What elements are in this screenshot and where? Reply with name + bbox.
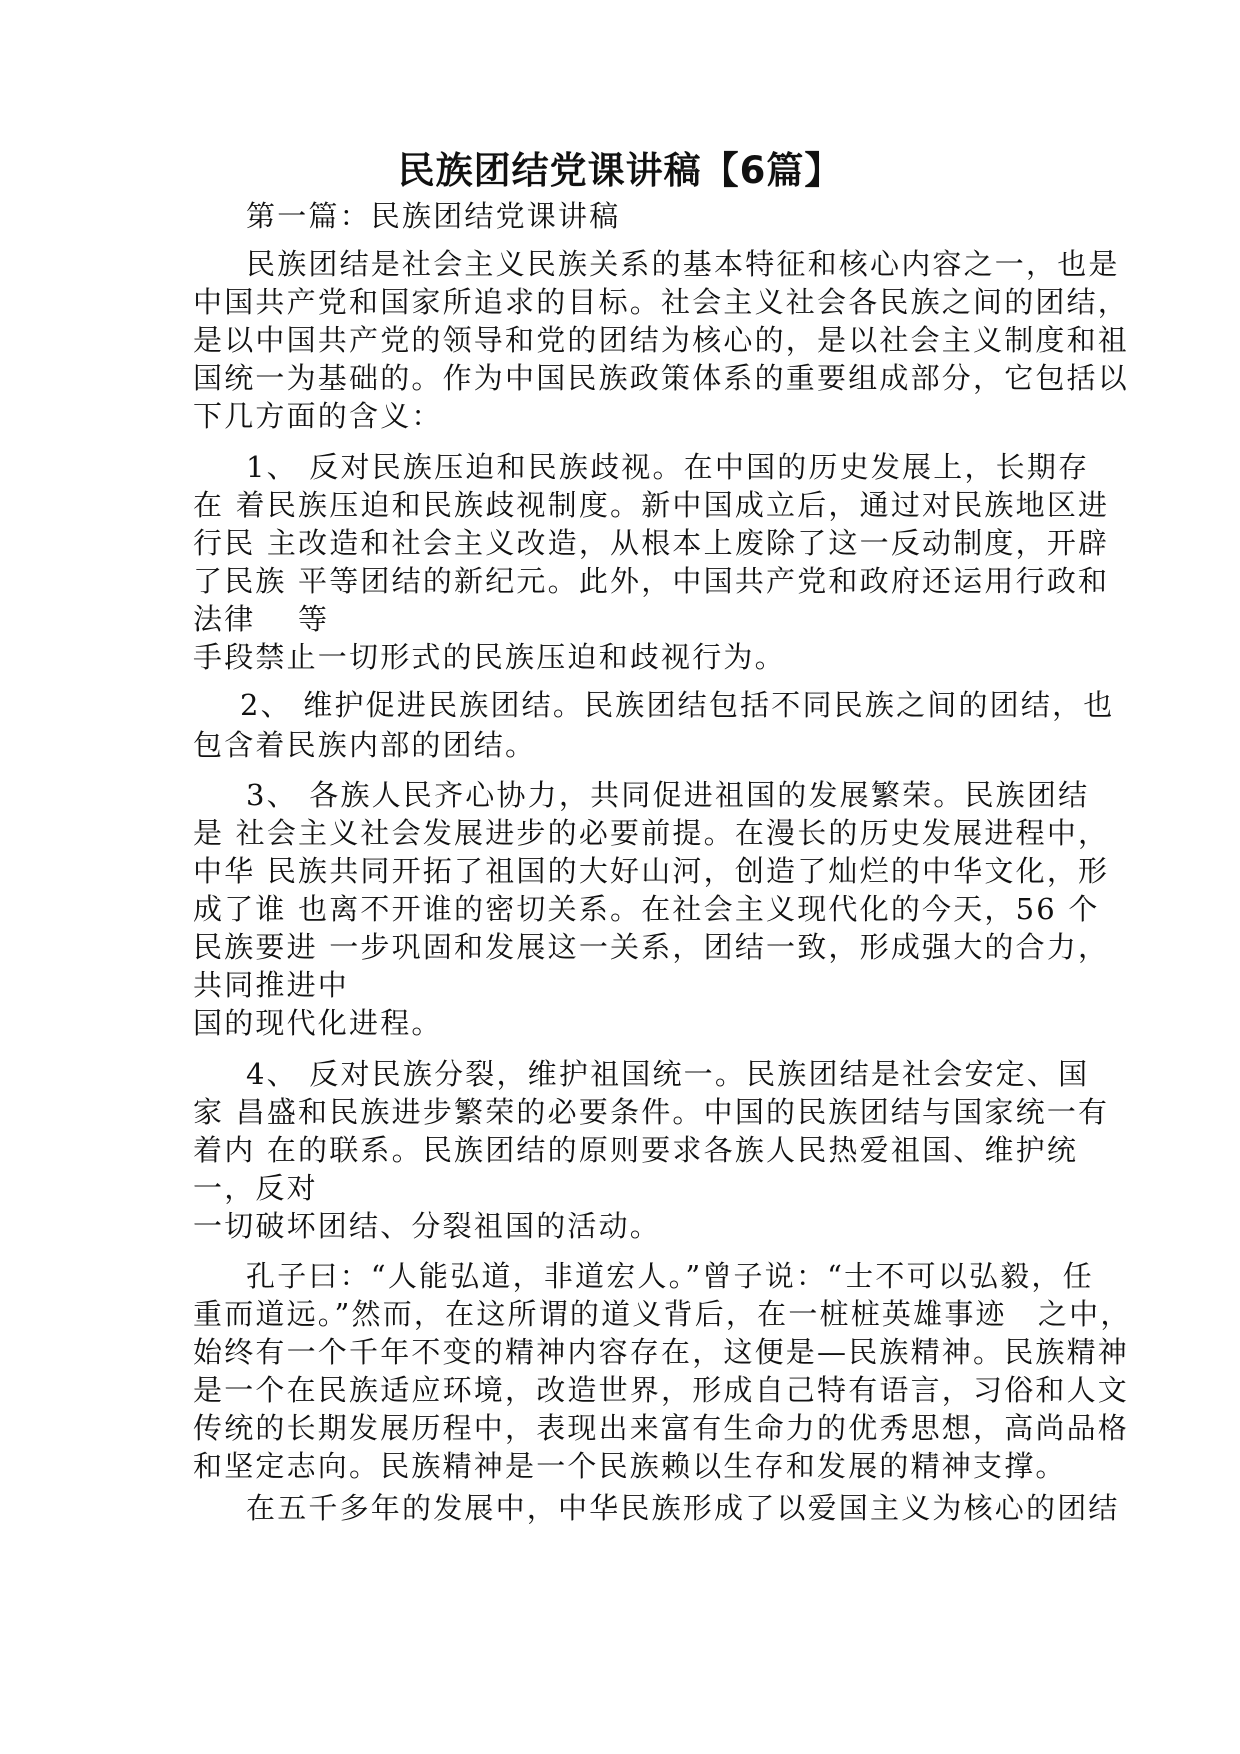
document-title: 民族团结党课讲稿【6篇】	[397, 149, 843, 192]
paragraph-line: 下几方面的含义：	[193, 399, 443, 433]
list-item-line: 手段禁止一切形式的民族压迫和歧视行为。	[193, 640, 786, 674]
list-item-line: 一，反对	[193, 1171, 318, 1205]
paragraph-line: 是一个在民族适应环境，改造世界，形成自己特有语言，习俗和人文	[193, 1373, 1130, 1407]
list-item-line: 国的现代化进程。	[193, 1006, 443, 1040]
paragraph-line: 重而道远。”然而，在这所谓的道义背后，在一桩桩英雄事迹 之中，	[193, 1297, 1132, 1331]
list-item-line: 民族要进 一步巩固和发展这一关系，团结一致，形成强大的合力，	[193, 930, 1110, 964]
list-item-line: 一切破坏团结、分裂祖国的活动。	[193, 1209, 662, 1243]
list-item-line: 共同推进中	[193, 968, 350, 1002]
paragraph-line: 民族团结是社会主义民族关系的基本特征和核心内容之一，也是	[246, 247, 1120, 281]
paragraph-line: 传统的长期发展历程中，表现出来富有生命力的优秀思想，高尚品格	[193, 1411, 1130, 1445]
list-item-line: 在 着民族压迫和民族歧视制度。新中国成立后，通过对民族地区进	[193, 488, 1110, 522]
paragraph-line: 是以中国共产党的领导和党的团结为核心的，是以社会主义制度和祖	[193, 323, 1130, 357]
list-item-line: 包含着民族内部的团结。	[193, 728, 537, 762]
list-item-line: 中华 民族共同开拓了祖国的大好山河，创造了灿烂的中华文化，形	[193, 854, 1110, 888]
list-item-line: 法律 等	[193, 602, 330, 636]
list-item-line: 行民 主改造和社会主义改造，从根本上废除了这一反动制度，开辟	[193, 526, 1110, 560]
section-heading: 第一篇：民族团结党课讲稿	[246, 199, 621, 233]
list-item-line: 1、 反对民族压迫和民族歧视。在中国的历史发展上，长期存	[246, 450, 1090, 484]
paragraph-line: 在五千多年的发展中，中华民族形成了以爱国主义为核心的团结	[246, 1491, 1120, 1525]
list-item-line: 3、 各族人民齐心协力，共同促进祖国的发展繁荣。民族团结	[246, 778, 1090, 812]
list-item-line: 4、 反对民族分裂，维护祖国统一。民族团结是社会安定、国	[246, 1057, 1090, 1091]
list-item-line: 家 昌盛和民族进步繁荣的必要条件。中国的民族团结与国家统一有	[193, 1095, 1110, 1129]
paragraph-line: 始终有一个千年不变的精神内容存在，这便是—民族精神。民族精神	[193, 1335, 1130, 1369]
list-item-line: 是 社会主义社会发展进步的必要前提。在漫长的历史发展进程中，	[193, 816, 1110, 850]
paragraph-line: 和坚定志向。民族精神是一个民族赖以生存和发展的精神支撑。	[193, 1449, 1067, 1483]
list-item-line: 了民族 平等团结的新纪元。此外，中国共产党和政府还运用行政和	[193, 564, 1110, 598]
paragraph-line: 国统一为基础的。作为中国民族政策体系的重要组成部分，它包括以	[193, 361, 1130, 395]
list-item-line: 着内 在的联系。民族团结的原则要求各族人民热爱祖国、维护统	[193, 1133, 1079, 1167]
list-item-line: 2、 维护促进民族团结。民族团结包括不同民族之间的团结，也	[240, 688, 1115, 722]
paragraph-line: 孔子曰：“人能弘道，非道宏人。”曾子说：“士不可以弘毅，任	[246, 1259, 1094, 1293]
list-item-line: 成了谁 也离不开谁的密切关系。在社会主义现代化的今天，56 个	[193, 892, 1100, 926]
paragraph-line: 中国共产党和国家所追求的目标。社会主义社会各民族之间的团结，	[193, 285, 1130, 319]
